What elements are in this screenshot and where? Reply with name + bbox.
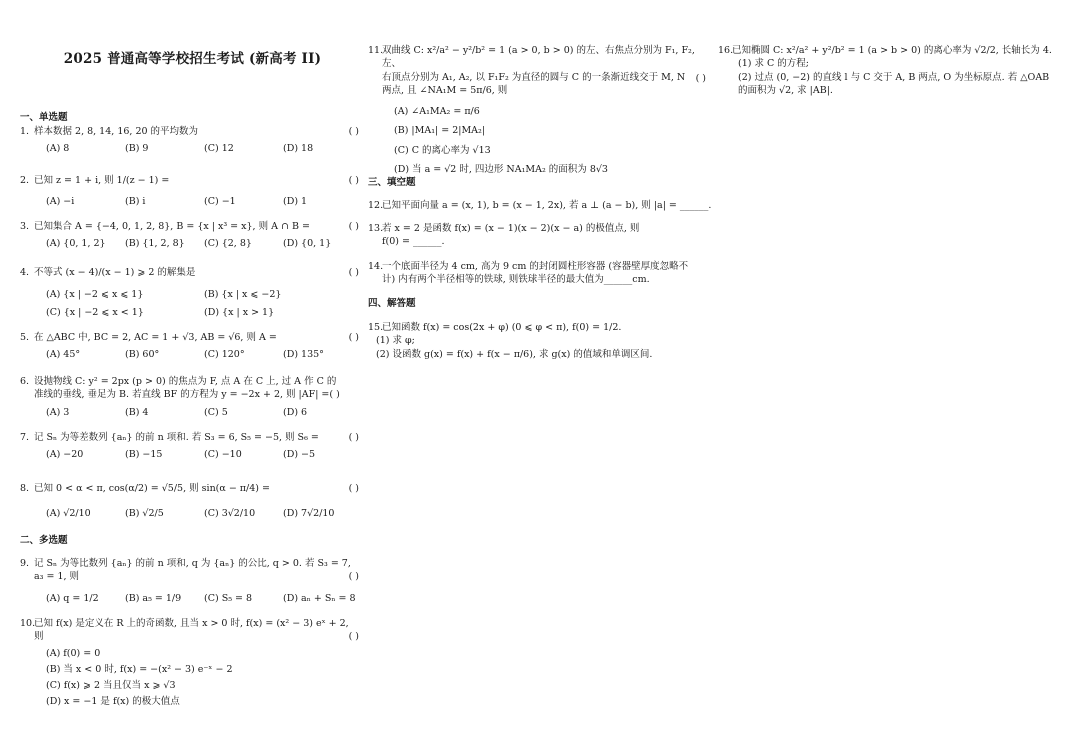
- answer-paren: ( ): [348, 432, 359, 443]
- options: [20, 288, 365, 319]
- subquestion-2: (2) 设函数 g(x) = f(x) + f(x − π/6), 求 g(x) 的值域和单调区间.: [376, 348, 653, 360]
- question-number: 13.: [368, 223, 384, 234]
- option-b: (B) {x | x ⩽ −2}: [204, 289, 282, 301]
- question-stem: 记 Sₙ 为等差数列 {aₙ} 的前 n 项和. 若 S₃ = 6, S₅ = −5, 则 S₆ =: [34, 432, 319, 443]
- option-a: (A) f(0) = 0: [46, 647, 101, 659]
- option-d: (D) aₙ + Sₙ = 8: [283, 592, 356, 604]
- options: [20, 592, 365, 605]
- question-number: 4.: [20, 267, 30, 278]
- question-16: [718, 44, 1060, 97]
- section-free-response: 四、解答题: [368, 298, 416, 309]
- options: [20, 507, 365, 520]
- option-d: (D) 7√2/10: [283, 508, 335, 520]
- option-d: (D) 18: [283, 143, 314, 155]
- subquestion-2-continued: 的面积为 √2, 求 |AB|.: [738, 84, 833, 96]
- option-b: (B) 60°: [125, 349, 160, 361]
- question-stem: 已知 z = 1 + i, 则 1/(z − 1) =: [34, 175, 170, 186]
- option-c: (C) 120°: [204, 349, 245, 361]
- option-b: (B) 当 x < 0 时, f(x) = −(x² − 3) e⁻ˣ − 2: [46, 663, 233, 675]
- subquestion-1: (1) 求 φ;: [376, 335, 415, 347]
- question-number: 2.: [20, 175, 30, 186]
- option-b: (B) |MA₁| = 2|MA₂|: [394, 125, 486, 137]
- option-a: (A) {0, 1, 2}: [46, 238, 106, 250]
- question-6: [20, 375, 365, 419]
- option-d: (D) 当 a = √2 时, 四边形 NA₁MA₂ 的面积为 8√3: [394, 164, 608, 176]
- answer-paren: ( ): [348, 221, 359, 232]
- question-2: [20, 174, 365, 209]
- question-1: [20, 125, 365, 156]
- question-stem: 已知函数 f(x) = cos(2x + φ) (0 ⩽ φ < π), f(0) = 1/2.: [382, 322, 622, 333]
- question-8: [20, 482, 365, 521]
- option-b: (B) 4: [125, 406, 149, 418]
- option-b: (B) √2/5: [125, 508, 164, 520]
- options: [20, 142, 365, 155]
- option-c: (C) {x | −2 ⩽ x < 1}: [46, 306, 144, 318]
- answer-paren: ( ): [348, 267, 359, 278]
- answer-paren: ( ): [348, 631, 359, 642]
- option-c: (C) f(x) ⩾ 2 当且仅当 x ⩾ √3: [46, 680, 176, 692]
- question-number: 12.: [368, 200, 384, 211]
- option-c: (C) 5: [204, 406, 228, 418]
- option-b: (B) i: [125, 196, 146, 208]
- option-b: (B) a₅ = 1/9: [125, 592, 182, 604]
- option-b: (B) {1, 2, 8}: [125, 238, 185, 250]
- option-c: (C) −1: [204, 196, 236, 208]
- option-a: (A) −i: [46, 196, 75, 208]
- question-number: 6.: [20, 376, 30, 387]
- options: [20, 647, 365, 709]
- options: [20, 348, 365, 361]
- question-number: 14.: [368, 261, 384, 272]
- question-stem-line-2: 则: [34, 631, 44, 643]
- answer-paren: ( ): [695, 73, 706, 84]
- question-stem-line-3: 两点, 且 ∠NA₁M = 5π/6, 则: [382, 84, 508, 96]
- question-11: [368, 44, 712, 179]
- section-multi-choice: 二、多选题: [20, 535, 68, 546]
- option-b: (B) −15: [125, 449, 163, 461]
- option-a: (A) q = 1/2: [46, 592, 99, 604]
- option-c: (C) −10: [204, 449, 242, 461]
- question-12: [368, 199, 712, 212]
- question-number: 5.: [20, 332, 30, 343]
- question-13: [368, 222, 712, 249]
- question-stem-line-2: f(0) = ______.: [382, 236, 445, 248]
- question-stem: 样本数据 2, 8, 14, 16, 20 的平均数为: [34, 126, 199, 137]
- options: [20, 448, 365, 461]
- options: [368, 105, 712, 176]
- option-d: (D) {x | x > 1}: [204, 306, 275, 318]
- question-stem-line-1: 已知 f(x) 是定义在 R 上的奇函数, 且当 x > 0 时, f(x) = (x² − 3) eˣ + 2,: [34, 618, 349, 629]
- exam-title: 2025 普通高等学校招生考试 (新高考 II): [63, 51, 322, 67]
- question-5: [20, 331, 365, 362]
- question-stem-line-1: 一个底面半径为 4 cm, 高为 9 cm 的封闭圆柱形容器 (容器壁厚度忽略不: [382, 261, 689, 272]
- option-c: (C) C 的离心率为 √13: [394, 144, 491, 156]
- answer-paren: ( ): [348, 571, 359, 582]
- question-9: [20, 557, 365, 605]
- question-number: 9.: [20, 558, 30, 569]
- question-3: [20, 220, 365, 251]
- question-stem-line-1: 设抛物线 C: y² = 2px (p > 0) 的焦点为 F, 点 A 在 C 上, 过 A 作 C 的: [34, 376, 337, 387]
- question-stem: 已知 0 < α < π, cos(α/2) = √5/5, 则 sin(α − π/4) =: [34, 483, 270, 494]
- section-fill-blank: 三、填空题: [368, 177, 416, 188]
- option-d: (D) x = −1 是 f(x) 的极大值点: [46, 696, 180, 708]
- question-stem-line-2: 准线的垂线, 垂足为 B. 若直线 BF 的方程为 y = −2x + 2, 则 |AF| =( ): [34, 389, 340, 401]
- option-b: (B) 9: [125, 143, 149, 155]
- question-stem: 在 △ABC 中, BC = 2, AC = 1 + √3, AB = √6, 则 A =: [34, 332, 277, 343]
- question-14: [368, 260, 712, 287]
- option-a: (A) 45°: [46, 349, 81, 361]
- answer-paren: ( ): [348, 175, 359, 186]
- option-c: (C) 3√2/10: [204, 508, 256, 520]
- question-15: [368, 321, 712, 361]
- option-a: (A) 3: [46, 406, 70, 418]
- answer-paren: ( ): [348, 126, 359, 137]
- question-number: 16.: [718, 45, 734, 56]
- option-a: (A) {x | −2 ⩽ x ⩽ 1}: [46, 289, 144, 301]
- section-single-choice: 一、单选题: [20, 112, 68, 123]
- option-a: (A) √2/10: [46, 508, 91, 520]
- option-d: (D) 6: [283, 406, 308, 418]
- question-stem-line-1: 记 Sₙ 为等比数列 {aₙ} 的前 n 项和, q 为 {aₙ} 的公比, q > 0. 若 S₃ = 7,: [34, 558, 351, 569]
- question-stem-line-2: 计) 内有两个半径相等的铁球, 则铁球半径的最大值为______cm.: [382, 274, 650, 286]
- option-c: (C) {2, 8}: [204, 238, 252, 250]
- question-stem: 已知平面向量 a = (x, 1), b = (x − 1, 2x), 若 a ⊥ (a − b), 则 |a| = ______.: [382, 200, 712, 211]
- option-c: (C) 12: [204, 143, 234, 155]
- question-number: 1.: [20, 126, 30, 137]
- question-stem-line-2: 右顶点分别为 A₁, A₂, 以 F₁F₂ 为直径的圆与 C 的一条渐近线交于 M, N: [382, 71, 686, 83]
- option-a: (A) 8: [46, 143, 70, 155]
- question-number: 8.: [20, 483, 30, 494]
- options: [20, 406, 365, 419]
- question-stem: 已知集合 A = {−4, 0, 1, 2, 8}, B = {x | x³ = x}, 则 A ∩ B =: [34, 221, 310, 232]
- question-10: [20, 617, 365, 712]
- question-number: 7.: [20, 432, 30, 443]
- question-7: [20, 431, 365, 462]
- option-a: (A) −20: [46, 449, 84, 461]
- option-a: (A) ∠A₁MA₂ = π/6: [394, 106, 480, 118]
- option-d: (D) −5: [283, 449, 316, 461]
- question-number: 15.: [368, 322, 384, 333]
- question-stem: 不等式 (x − 4)/(x − 1) ⩾ 2 的解集是: [34, 267, 196, 278]
- answer-paren: ( ): [348, 483, 359, 494]
- options: [20, 195, 365, 208]
- option-c: (C) S₅ = 8: [204, 592, 253, 604]
- question-stem-line-1: 双曲线 C: x²/a² − y²/b² = 1 (a > 0, b > 0) 的左、右焦点分别为 F₁, F₂, 左、: [382, 45, 695, 70]
- option-d: (D) 135°: [283, 349, 324, 361]
- question-number: 3.: [20, 221, 30, 232]
- question-stem-line-1: 若 x = 2 是函数 f(x) = (x − 1)(x − 2)(x − a) 的极值点, 则: [382, 223, 640, 234]
- subquestion-1: (1) 求 C 的方程;: [738, 58, 809, 70]
- question-stem: 已知椭圆 C: x²/a² + y²/b² = 1 (a > b > 0) 的离心率为 √2/2, 长轴长为 4.: [732, 45, 1052, 56]
- question-4: [20, 266, 365, 319]
- subquestion-2: (2) 过点 (0, −2) 的直线 l 与 C 交于 A, B 两点, O 为坐标原点. 若 △OAB: [738, 71, 1050, 83]
- question-number: 11.: [368, 45, 384, 56]
- question-number: 10.: [20, 618, 36, 629]
- option-d: (D) {0, 1}: [283, 238, 332, 250]
- option-d: (D) 1: [283, 196, 308, 208]
- question-stem-line-2: a₃ = 1, 则: [34, 571, 80, 583]
- options: [20, 237, 365, 250]
- answer-paren: ( ): [348, 332, 359, 343]
